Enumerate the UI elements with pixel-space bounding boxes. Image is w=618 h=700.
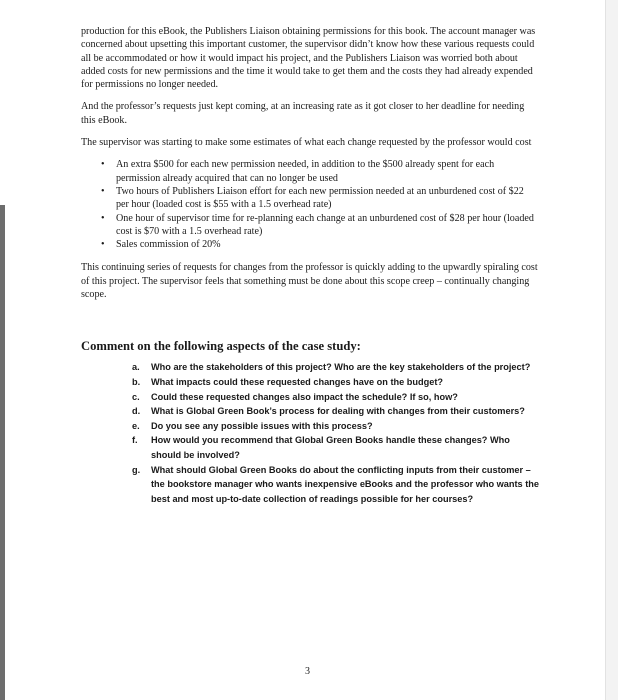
list-item — [101, 158, 539, 185]
question-text: Who are the stakeholders of this project? Who are the key stakeholders of the project? — [151, 362, 531, 373]
question-item — [132, 404, 539, 419]
paragraph-requests: And the professor’s requests just kept coming, at an increasing rate as it got closer to her deadline for needing this eBook. — [81, 101, 525, 126]
list-item — [101, 238, 539, 251]
paragraph-intro: production for this eBook, the Publishers Liaison obtaining permissions for this book. The account manager was concerned about upsetting this important customer, the supervisor didn’t know how these various requests could all be accommodated or how it would impact his project, and the Publishers Liaison was worried both about added costs for new permissions and the time it would take to get them and the costs they had already expended for permissions no longer needed. — [81, 26, 536, 91]
question-text: Could these requested changes also impact the schedule? If so, how? — [151, 391, 458, 402]
question-item — [132, 375, 539, 390]
cost-estimates-list — [81, 158, 539, 251]
question-letter: e. — [132, 420, 140, 431]
question-text: What should Global Green Books do about the conflicting inputs from their customer – the bookstore manager who wants inexpensive eBooks and the professor who wants the best and most up-to-date collection of readings possible for her courses? — [151, 464, 539, 504]
window-edge — [0, 205, 5, 700]
question-text: Do you see any possible issues with this process? — [151, 420, 373, 431]
question-item — [132, 390, 539, 405]
question-item — [132, 419, 539, 434]
questions-list — [81, 360, 539, 506]
list-item — [101, 185, 539, 212]
question-item — [132, 360, 539, 375]
list-item-text: An extra $500 for each new permission needed, in addition to the $500 already spent for each permission already acquired that can no longer be used — [116, 159, 495, 184]
list-item-text: Two hours of Publishers Liaison effort for each new permission needed at an unburdened cost of $22 per hour (loaded cost is $55 with a 1.5 overhead rate) — [116, 185, 524, 211]
question-text: What impacts could these requested changes have on the budget? — [151, 376, 444, 387]
list-item-text: Sales commission of 20% — [116, 239, 221, 251]
list-item — [101, 212, 539, 239]
question-letter: d. — [132, 406, 141, 417]
paragraph-estimates: The supervisor was starting to make some estimates of what each change requested by the professor would cost — [81, 137, 532, 149]
bullet-marker: • — [101, 185, 105, 197]
question-letter: g. — [132, 464, 141, 475]
bullet-marker: • — [101, 239, 105, 251]
question-text: How would you recommend that Global Green Books handle these changes? Who should be involved? — [151, 435, 510, 460]
section-heading: Comment on the following aspects of the case study: — [81, 339, 361, 354]
question-letter: f. — [132, 435, 138, 446]
list-item-text: One hour of supervisor time for re-planning each change at an unburdened cost of $28 per hour (loaded cost is $70 with a 1.5 overhead rate) — [116, 212, 534, 237]
question-item — [132, 463, 539, 507]
question-letter: a. — [132, 362, 140, 373]
document-body — [81, 25, 539, 506]
page-number: 3 — [305, 666, 310, 677]
scrollbar-track[interactable] — [605, 0, 618, 700]
question-letter: c. — [132, 391, 140, 402]
bullet-marker: • — [101, 159, 105, 171]
question-letter: b. — [132, 376, 141, 387]
question-item — [132, 433, 539, 462]
bullet-marker: • — [101, 212, 105, 224]
paragraph-scope-creep: This continuing series of requests for changes from the professor is quickly adding to the upwardly spiraling cost of this project. The supervisor feels that something must be done about this scope creep – continually changing scope. — [81, 262, 538, 301]
question-text: What is Global Green Book’s process for dealing with changes from their customers? — [151, 406, 525, 417]
